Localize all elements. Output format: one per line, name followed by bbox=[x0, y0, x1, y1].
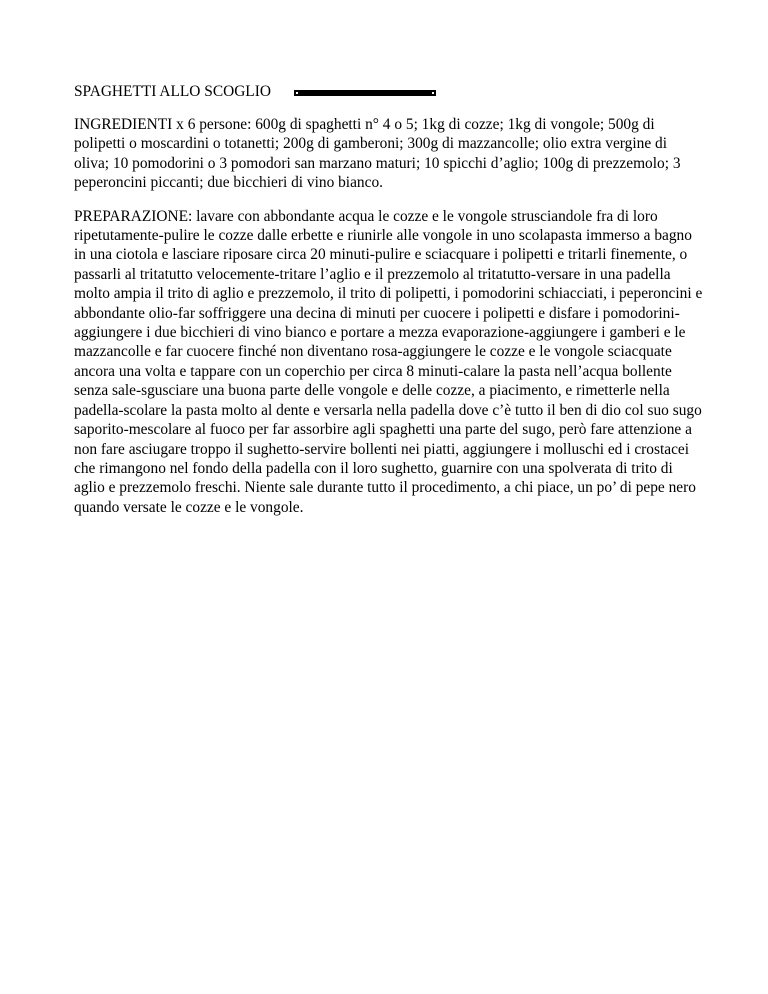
ingredients-paragraph: INGREDIENTI x 6 persone: 600g di spaghetti n° 4 o 5; 1kg di cozze; 1kg di vongole; 500g di polipetti o moscardini o totanetti; 200g di gamberoni; 300g di mazzancolle; olio extra vergine di oliva; 10 pomodorini o 3 pomodori san marzano maturi; 10 spicchi d’aglio; 100g di prezzemolo; 3 peperoncini piccanti; due bicchieri di vino bianco. bbox=[74, 116, 681, 192]
title-row bbox=[74, 82, 704, 102]
decorative-box bbox=[294, 90, 436, 96]
document-page bbox=[74, 82, 704, 531]
recipe-title: SPAGHETTI ALLO SCOGLIO bbox=[74, 83, 271, 101]
preparation-paragraph: PREPARAZIONE: lavare con abbondante acqua le cozze e le vongole strusciandole fra di loro ripetutamente-pulire le cozze dalle erbette e riunirle alle vongole in uno scolapasta immerso a bagno in una ciotola e lasciare riposare circa 20 minuti-pulire e sciacquare i polipetti e tritarli finemente, o passarli al tritatutto velocemente-tritare l’aglio e il prezzemolo al tritatutto-versare in una padella molto ampia il trito di aglio e prezzemolo, il trito di polipetti, i pomodorini schiacciati, i peperoncini e abbondante olio-far soffriggere una decina di minuti per cuocere i polipetti e disfare i pomodorini-aggiungere i due bicchieri di vino bianco e portare a mezza evaporazione-aggiungere i gamberi e le mazzancolle e far cuocere finché non diventano rosa-aggiungere le cozze e le vongole sciacquate ancora una volta e tappare con un coperchio per circa 8 minuti-calare la pasta nell’acqua bollente senza sale-sgusciare una buona parte delle vongole e delle cozze, a piacimento, e rimetterle nella padella-scolare la pasta molto al dente e versarla nella padella dove c’è tutto il ben di dio col suo sugo saporito-mescolare al fuoco per far assorbire agli spaghetti una parte del sugo, però fare attenzione a non fare asciugare troppo il sughetto-servire bollenti nei piatti, aggiungere i molluschi ed i crostacei che rimangono nel fondo della padella con il loro sughetto, guarnire con una spolverata di trito di aglio e prezzemolo freschi. Niente sale durante tutto il procedimento, a chi piace, un po’ di pepe nero quando versate le cozze e le vongole. bbox=[74, 207, 703, 516]
